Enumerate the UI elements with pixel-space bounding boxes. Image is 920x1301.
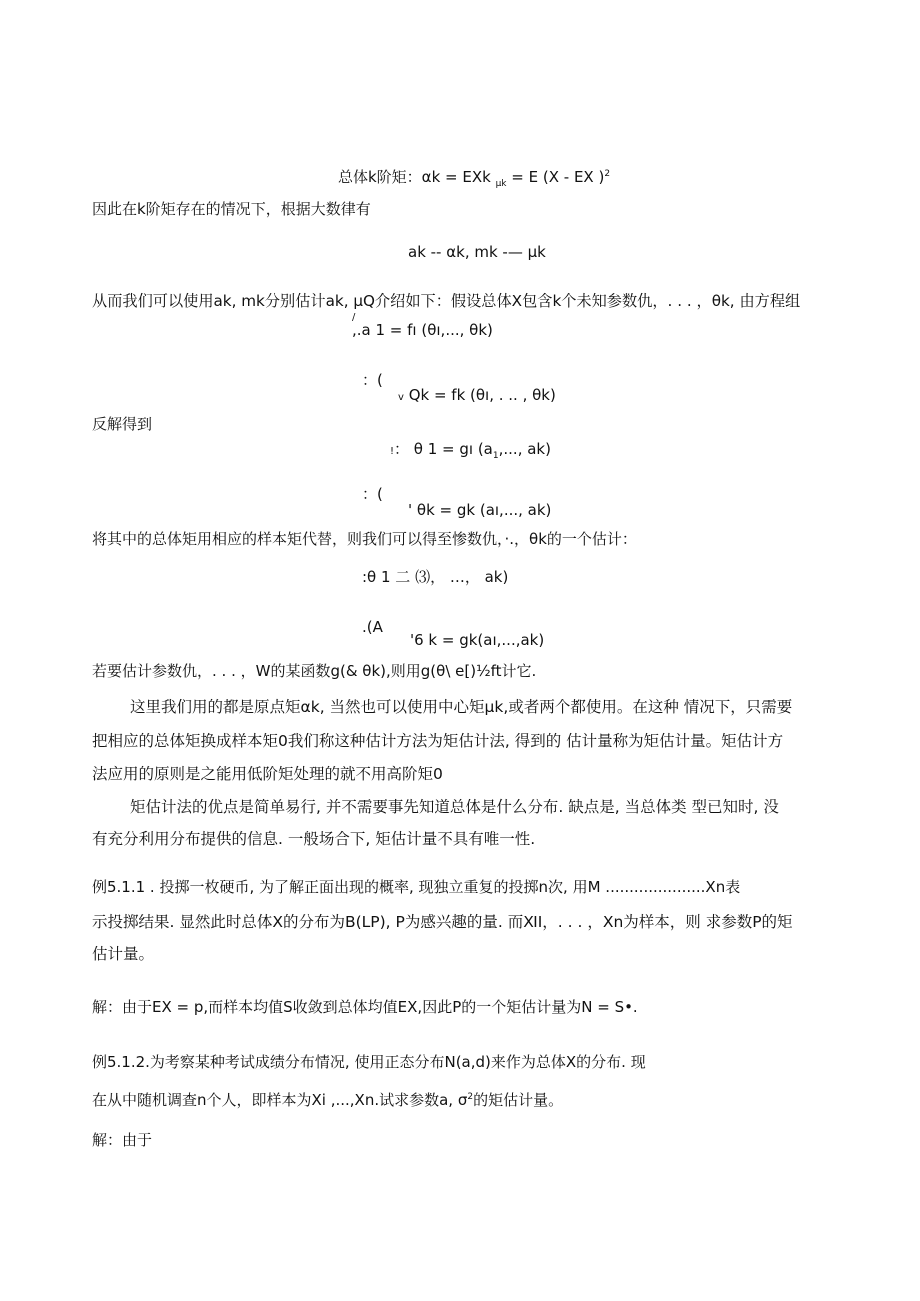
formula-convergence: ak -- αk, mk -— μk: [408, 243, 546, 261]
paragraph-line: 有充分利用分布提供的信息. 一般场合下, 矩估计量不具有唯一性.: [92, 830, 536, 848]
solution-line: 解：由于EX = p,而样本均值S收敛到总体均值EX,因此P的一个矩估计量为N = S•.: [92, 998, 638, 1016]
paragraph-line: 矩估计法的优点是简单易行, 并不需要事先知道总体是什么分布. 缺点是, 当总体类 型已知时, 没: [130, 798, 779, 816]
equation-system-line: v Qk = fk (θı, . .. , θk): [398, 386, 556, 404]
brace-mark: .(A: [362, 618, 383, 636]
estimate-line: :θ 1 二 ⑶， …， ak): [362, 568, 509, 586]
example-title: 例5.1.1 . 投掷一枚硬币, 为了解正面出现的概率, 现独立重复的投掷n次, 用M .....................Xn表: [92, 878, 741, 896]
equation-system-line: ' θk = gk (aı,..., ak): [408, 501, 552, 519]
paragraph-line: 示投掷结果. 显然此时总体X的分布为B(LP), P为感兴趣的量. 而ⅪI，. . . ，Xn为样本，则 求参数P的矩: [92, 913, 793, 931]
paragraph-line: 在从中随机调查n个人，即样本为Xi ,...,Xn.试求参数a, $\sigma^2$的矩估计量。: [92, 1091, 564, 1109]
paragraph-line: 把相应的总体矩换成样本矩0我们称这种估计方法为矩估计法, 得到的 估计量称为矩估计量。矩估计方: [92, 732, 784, 750]
equation-system-line: ,.a 1 = fı (θı,..., θk): [352, 321, 493, 339]
brace-mark: ：(: [362, 371, 383, 389]
text-line: 反解得到: [92, 415, 153, 433]
text-line: 将其中的总体矩用相应的样本矩代替，则我们可以得至惨数仇，·.，θk的一个估计：: [92, 530, 637, 548]
paragraph-line: 法应用的原则是之能用低阶矩处理的就不用高阶矩0: [92, 765, 443, 783]
estimate-line: '6 k = gk(aı,...,ak): [410, 631, 545, 649]
brace-mark: /: [352, 312, 356, 323]
solution-line: 解：由于: [92, 1131, 153, 1149]
text-line: 若要估计参数仇，. . . ，W的某函数g(& θk),则用g(θ\ e[)½ft计它.: [92, 662, 537, 680]
paragraph-line: 估计量。: [92, 945, 155, 963]
formula-population-moment: 总体k阶矩：αk = EXk $_{\mu k}$ = E (X - EX )$^2$: [338, 168, 611, 189]
text-line: 从而我们可以使用ak, mk分别估计ak, μQ介绍如下：假设总体X包含k个未知参数仇，. . . ，θk, 由方程组: [92, 292, 801, 310]
paragraph-line: 这里我们用的都是原点矩αk, 当然也可以使用中心矩μk,或者两个都使用。在这种 情况下，只需要: [130, 698, 793, 716]
text-line: 因此在k阶矩存在的情况下，根据大数律有: [92, 200, 371, 218]
equation-system-line: !： θ 1 = gı ($a_1$,..., ak): [390, 440, 551, 461]
brace-mark: ：(: [362, 485, 383, 503]
example-title: 例5.1.2.为考察某种考试成绩分布情况, 使用正态分布N(a,d)来作为总体X的分布. 现: [92, 1053, 646, 1071]
